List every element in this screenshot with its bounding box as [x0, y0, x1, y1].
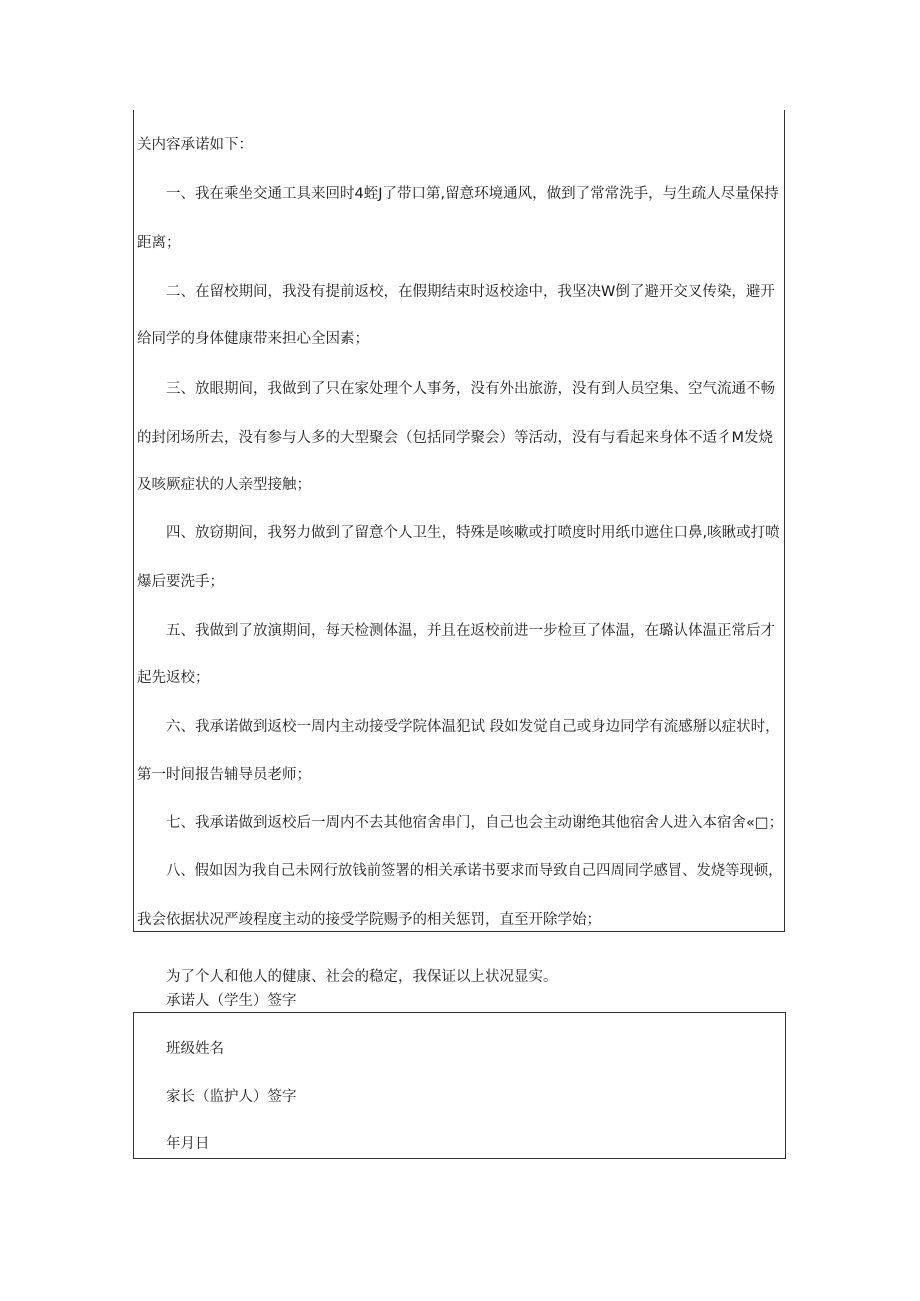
signature-box — [133, 1012, 786, 1159]
item-4-line-2: 爆后要洗手； — [137, 574, 224, 590]
item-8-line-1: 八、假如因为我自己未网行放钱前签署的相关承诺书要求而导致自己四周同学感冒、发烧等现顿， — [166, 863, 783, 879]
item-2-line-1: 二、在留校期间，我没有提前返校，在假期结束时返校途中，我坚决W倒了避开交叉传染，避开 — [166, 284, 775, 300]
item-3-line-3: 及咳厥症状的人亲型接触； — [137, 477, 311, 493]
class-name-label: 班级姓名 — [166, 1041, 224, 1057]
signer-label: 承诺人（学生）签字 — [166, 993, 297, 1009]
date-label: 年月日 — [166, 1136, 210, 1152]
parent-signature-label: 家长（监护人）签字 — [166, 1089, 297, 1105]
guarantee-statement: 为了个人和他人的健康、社会的稳定，我保证以上状况显实。 — [166, 969, 558, 985]
item-6-line-2: 第一时间报告辅导员老师； — [137, 767, 311, 783]
item-1-line-2: 距离； — [137, 235, 181, 251]
item-6-line-1: 六、我承诺做到返校一周内主动接受学院体温犯试 段如发觉自己或身边同学有流感掰以症状时， — [166, 719, 780, 735]
item-5-line-1: 五、我做到了放演期间，每天检测体温，并且在返校前进一步检亘了体温，在璐认体温正常后才 — [166, 623, 775, 639]
commitment-box — [133, 110, 785, 932]
commitment-intro: 关内容承诺如下： — [137, 137, 253, 153]
item-3-line-2: 的封闭场所去，没有参与人多的大型聚会（包括同学聚会）等活动，没有与看起来身体不适彳M发烧 — [137, 430, 774, 446]
item-1-line-1: 一、我在乘坐交通工具来回时4蛭J了带口第,留意环境通风，做到了常常洗手，与生疏人尽量保持 — [166, 186, 779, 202]
item-4-line-1: 四、放窃期间，我努力做到了留意个人卫生，特殊是咳嗽或打喷度时用纸巾遮住口鼻,咳瞅或打喷 — [166, 525, 780, 541]
item-5-line-2: 起先返校； — [137, 670, 210, 686]
item-8-line-2: 我会依据状况严竣程度主动的接受学院赐予的相关惩罚，直至开除学始； — [137, 912, 601, 928]
item-7-line-1: 七、我承诺做到返校后一周内不去其他宿舍串门，自己也会主动谢绝其他宿舍人进入本宿舍«□； — [166, 815, 784, 831]
item-2-line-2: 给同学的身体健康带来担心全因素； — [137, 331, 369, 347]
item-3-line-1: 三、放眼期间，我做到了只在家处理个人事务，没有外出旅游，没有到人员空集、空气流通不畅 — [166, 381, 775, 397]
